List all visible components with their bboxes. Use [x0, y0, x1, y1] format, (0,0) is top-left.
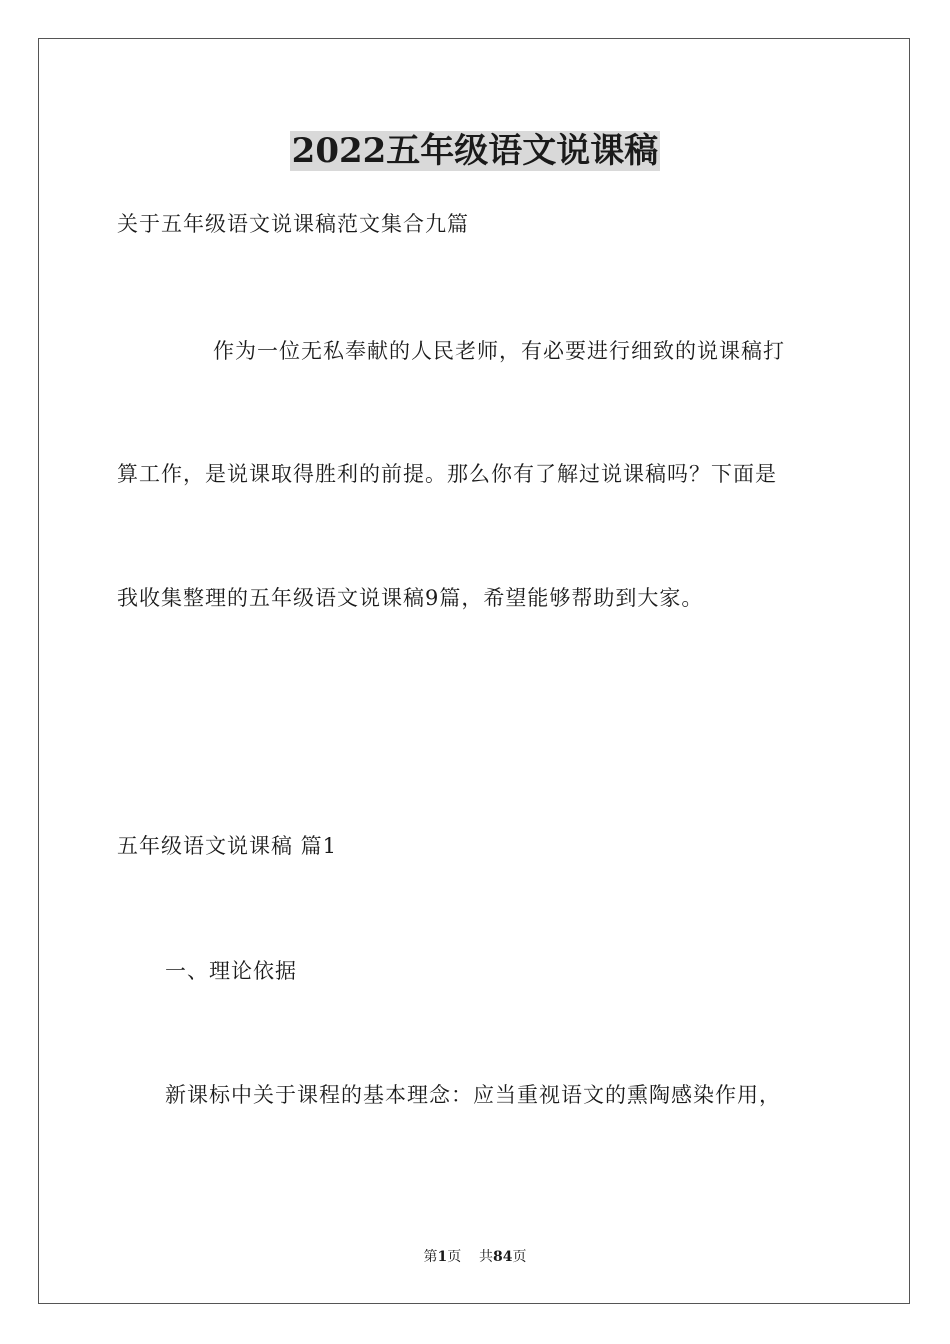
document-title: [0, 128, 950, 174]
footer-current-page: 1: [437, 1249, 448, 1265]
section-heading: 五年级语文说课稿 篇1: [117, 834, 338, 858]
title-text: 2022五年级语文说课稿: [291, 131, 659, 171]
intro-line-2: 算工作，是说课取得胜利的前提。那么你有了解过说课稿吗？下面是: [117, 462, 777, 486]
footer-prefix: 第: [423, 1249, 438, 1265]
document-subtitle: 关于五年级语文说课稿范文集合九篇: [117, 212, 469, 236]
footer-mid: 页 共: [447, 1249, 494, 1265]
body-line: 新课标中关于课程的基本理念：应当重视语文的熏陶感染作用，: [165, 1083, 781, 1107]
page-footer: [0, 1247, 950, 1267]
intro-line-3: 我收集整理的五年级语文说课稿9篇，希望能够帮助到大家。: [117, 586, 704, 610]
footer-suffix: 页: [512, 1249, 527, 1265]
subheading: 一、理论依据: [165, 959, 297, 983]
intro-line-1: 作为一位无私奉献的人民老师，有必要进行细致的说课稿打: [213, 339, 785, 363]
footer-total-pages: 84: [493, 1249, 513, 1265]
